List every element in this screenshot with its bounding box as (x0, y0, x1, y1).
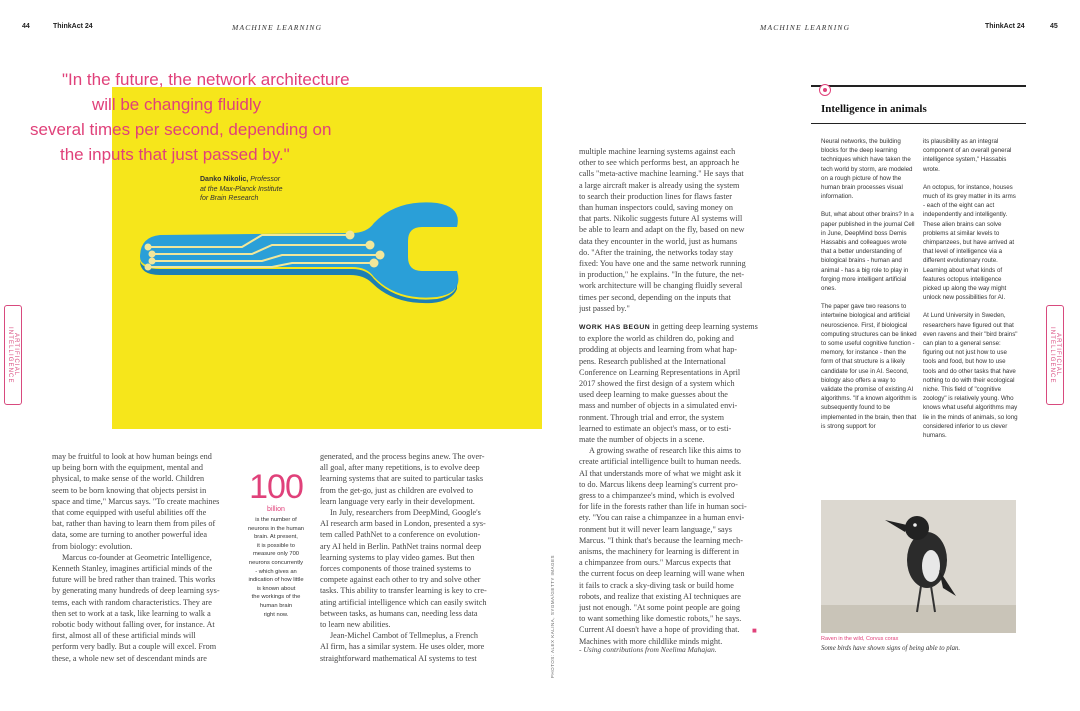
text-line: just not enough. "At some point people are going (579, 603, 740, 613)
sidebar-title: Intelligence in animals (821, 103, 927, 115)
text-line: to do. Marcus likens deep learning's current pro- (579, 479, 738, 489)
text-line: these, a whole new set of descendant minds are (52, 653, 207, 663)
text-line: data they encounter in the world, just as humans (579, 236, 738, 246)
right-brand: ThinkAct 24 (985, 23, 1025, 30)
photo-credit: Raven in the wild, Corvus corax (821, 636, 899, 642)
text-line: to learn new abilities. (320, 620, 391, 630)
pull-quote-line-1: "In the future, the network architecture (62, 70, 350, 89)
text-line: tasks. This ability to transfer learning is key to cre- (320, 586, 487, 596)
text-line: all goal, after many repetitions, is to evolve deep (320, 463, 480, 473)
text-line: tem called PathNet to a conference on evolution- (320, 530, 481, 540)
stat-description-line: neurons concurrently (248, 559, 304, 566)
text-line: mass and number of objects in a simulated envi- (579, 401, 738, 411)
text-line: seem to be born knowing that objects persist in (52, 485, 207, 495)
text-line: bat, rather than having to learn them from piles of (52, 519, 216, 529)
text-line: prodding at objects and learning from what hap- (579, 345, 738, 355)
text-line: it fails to crack a sky-diving task or build home (579, 580, 734, 590)
attribution-name: Danko Nikolic, (200, 176, 249, 183)
text-line: tems, each with random characteristics. They are (52, 597, 212, 607)
text-line: physical, to make sense of the world. Children (52, 474, 205, 484)
sidebar-paragraph: its plausibility as an integral component of an overall general intelligence system," Hassabis wrote. (923, 138, 1012, 173)
text-line: ating artificial intelligence which can easily switch (320, 597, 487, 607)
stat-description-line: is the number of (255, 517, 297, 523)
text-line: In July, researchers from DeepMind, Google's (330, 508, 481, 518)
text-line: AI research arm based in London, presented a sys- (320, 519, 486, 529)
text-line: space and time," Marcus says. "To create machines (52, 496, 220, 506)
text-line: future will be bred rather than trained. This works (52, 575, 216, 585)
stat-description-line: the workings of the (251, 594, 301, 601)
text-line: that parts. Nikolic suggests future AI systems will (579, 214, 743, 224)
text-line: used deep learning to make guesses about the (579, 390, 728, 400)
text-line: in production," he explains. "In the future, the net- (579, 270, 745, 280)
sidebar-paragraph: Neural networks, the building blocks for the deep learning techniques which have taken the tech world by storm, are modeled on a rough picture of how the human brain processes visual information. (821, 138, 913, 201)
text-line: pens. Research published at the International (579, 356, 726, 366)
article-column-3b (579, 321, 760, 647)
text-line: compete against each other to try and solve other (320, 575, 481, 585)
sidebar-paragraph: But, what about other brains? In a paper published in the journal Cell in June, DeepMind boss Demis Hassabis and colleagues wrote that a better understanding of biological brains - human and animal - has a big role to play in forging more intelligent artificial ones. (821, 211, 915, 293)
sidebar-paragraph: An octopus, for instance, houses much of its grey matter in its arms - each of the eight can act independently and intelligently. These alien brains can solve problems at similar levels to chimpanzees, but have arrived at that level of intelligence via a different evolutionary route. Learning about what kinds of features octopus intelligence picked up along the way might unlock new possibilities for AI. (923, 183, 1016, 302)
text-line: a large aircraft maker is already using the system (579, 180, 740, 190)
stat-number: 100 (249, 468, 303, 506)
attribution-role: Professor (250, 176, 281, 183)
text-line: to want something like domestic robots," he says. (579, 614, 742, 624)
text-line: AI that understands more of what we might ask it (579, 468, 742, 478)
quote-attribution (200, 175, 282, 204)
stat-description-line: brain. At present, (254, 534, 298, 541)
stat-description (240, 516, 312, 619)
stat-callout (240, 470, 312, 619)
byline: - Using contributions from Neelima Mahajan. (579, 645, 717, 654)
text-line: multiple machine learning systems against each (579, 147, 736, 156)
text-line: Kenneth Stanley, imagines artificial minds of the (52, 564, 213, 574)
text-line: straightforward mathematical AI systems to test (320, 653, 477, 663)
text-line: create artificial intelligence built to human needs. (579, 457, 742, 467)
sidebar-box (811, 85, 1026, 655)
text-line: may be fruitful to look at how human beings end (52, 452, 212, 461)
attribution-line-2: at the Max-Planck Institute (200, 185, 283, 193)
text-line: perform very badly. But a couple will excel. From (52, 642, 217, 652)
text-line: than human inspectors could, saving money on (579, 203, 733, 213)
text-line: robotic body without falling over, for instance. At (52, 620, 215, 630)
text-line: learning systems to play video games. But then (320, 552, 475, 562)
stat-description-line: neurons in the human (247, 525, 305, 532)
text-line: generated, and the process begins anew. The over- (320, 452, 485, 461)
text-line: ety. "You can raise a chimpanzee in a human envi- (579, 513, 745, 523)
text-line: ary AI held in Berlin. PathNet trains normal deep (320, 541, 482, 551)
text-line: the current focus on deep learning will wane when (579, 569, 745, 579)
article-column-3 (579, 146, 760, 314)
text-line: fixed: You have one and the same network running (579, 259, 746, 269)
text-line: a chimpanzee from ours." Marcus expects that (579, 558, 731, 568)
sidebar-column-left (821, 137, 917, 440)
text-line: Machines with more childlike minds might. (579, 636, 723, 646)
text-line: just passed by." (579, 303, 630, 313)
text-line: learn language very early in their development. (320, 496, 475, 506)
sidebar-paragraph: The paper gave two reasons to intertwine biological and artificial neuroscience. First, if biological computing structures can be linked to some useful cognitive function - memory, for instance - then the form of that structure is a likely candidate for use in AI. Second, biology also offers a way to validate the promise of existing AI algorithms. "If a known algorithm is subsequently found to be implemented in the brain, then that is strong support for (821, 303, 917, 430)
stat-description-line: right now. (263, 611, 289, 618)
text-line: first, almost all of these artificial minds will (52, 631, 196, 641)
pull-quote-line-4: the inputs that just passed by." (60, 145, 290, 164)
photo-caption: Some birds have shown signs of being able to plan. (821, 645, 961, 652)
text-line: Marcus. "I think that's because the learning mech- (579, 535, 743, 545)
text-line: forces components of those trained systems to (320, 564, 471, 574)
stat-description-line: human brain (259, 602, 293, 609)
text-line: Marcus co-founder at Geometric Intelligence, (62, 552, 212, 562)
left-page-number: 44 (22, 23, 30, 30)
stat-unit: billion (267, 506, 285, 513)
text-line: for life in the forests rather than life in human soci- (579, 502, 747, 512)
attribution-line-3: for Brain Research (200, 195, 259, 202)
text-line: gress to a chimpanzee's mind, which is evolved (579, 491, 735, 501)
text-line: robots, and realize that existing AI techniques are (579, 591, 741, 601)
text-line: mate the number of objects in a scene. (579, 435, 705, 445)
text-line: 2017 showed the first design of a system which (579, 379, 735, 389)
text-line: from biology: evolution. (52, 541, 133, 551)
sidebar-divider (811, 123, 1026, 124)
text-line: work architecture will be changing fluidly several (579, 281, 743, 291)
sidebar-column-right (923, 137, 1019, 449)
stat-description-line: - which gives an (255, 568, 297, 575)
article-column-2 (320, 451, 542, 664)
stat-description-line: measure only 700 (252, 551, 300, 558)
text-line: learning systems that are suited to particular tasks (320, 474, 484, 484)
right-side-tab: ARTIFICIAL INTELLIGENCE (1046, 305, 1064, 405)
text-line: up being born with the equipment, mental and (52, 463, 203, 473)
right-section-title: MACHINE LEARNING (760, 23, 851, 32)
text-line: A growing swathe of research like this aims to (589, 446, 741, 456)
text-line: Jean-Michel Cambot of Tellmeplus, a French (330, 631, 478, 641)
text-line: by generating many hundreds of deep learning sys- (52, 586, 220, 596)
text-line: other to see which performs best, an approach he (579, 158, 740, 168)
left-brand: ThinkAct 24 (53, 23, 93, 30)
text-line: then set to work at a task, like learning to walk a (52, 608, 211, 618)
text-line: learned to estimate an object's mass, or to esti- (579, 423, 732, 433)
left-side-tab: ARTIFICIAL INTELLIGENCE (4, 305, 22, 405)
wrench-icon (140, 202, 458, 303)
text-line: calls "meta-active machine learning." He says that (579, 169, 744, 179)
text-line: ronment. Through trial and error, the system (579, 412, 725, 422)
text-line: to search their production lines for flaws faster (579, 191, 733, 201)
text-line: ronment but it will never learn language," says (579, 524, 732, 534)
text-line: be able to learn and adapt on the fly, based on new (579, 225, 745, 235)
text-line: anisms, the machinery for learning is different in (579, 547, 739, 557)
stat-description-line: it is possible to (256, 542, 296, 549)
article-column-1 (52, 451, 230, 664)
pull-quote-line-2: will be changing fluidly (92, 95, 262, 114)
text-line: Conference on Learning Representations in April (579, 367, 741, 377)
text-line: AI firm, has a similar system. He uses older, more (320, 642, 485, 652)
raven-icon (821, 500, 1016, 633)
sidebar-badge-icon (819, 84, 831, 96)
left-section-title: MACHINE LEARNING (232, 23, 323, 32)
text-line: times per second, depending on the inputs that (579, 292, 731, 302)
text-line: from the get-go, just as children are evolved to (320, 485, 474, 495)
stat-description-line: indication of how little (248, 577, 304, 584)
right-page-number: 45 (1050, 23, 1058, 30)
text-line: to explore the world as children do, poking and (579, 334, 734, 344)
text-line: between tasks, as humans can, needing less data (320, 608, 478, 618)
photo-credits: PHOTOS: ALEX KALINA, SYGMA/GETTY IMAGES (550, 555, 555, 679)
pull-quote-line-3: several times per second, depending on (30, 120, 332, 139)
text-line: data, some are turning to another powerful idea (52, 530, 208, 540)
col3b-first-line: in getting deep learning systems (652, 322, 758, 331)
end-mark-icon: ■ (752, 626, 757, 635)
sidebar-paragraph: At Lund University in Sweden, researchers have figured out that even ravens and their "bird brains" can plan to a general sense: figuring out not just how to use tools and food, but how to use tools and do other tasks that have nothing to do with their ecological niche. This field of "cognitive zoology" is relatively young. Who knows what useful algorithms may lie in the minds of animals, so long considered inferior to us clever humans. (923, 312, 1018, 440)
text-line: do. "After the training, the networks today stay (579, 247, 734, 257)
stat-description-line: is known about (256, 585, 296, 592)
text-line: Current AI doesn't have a hope of providing that. (579, 625, 740, 635)
text-line: that come equipped with useful abilities off the (52, 508, 207, 518)
section-lead-in: WORK HAS BEGUN (579, 324, 651, 331)
raven-photo (821, 500, 1016, 633)
